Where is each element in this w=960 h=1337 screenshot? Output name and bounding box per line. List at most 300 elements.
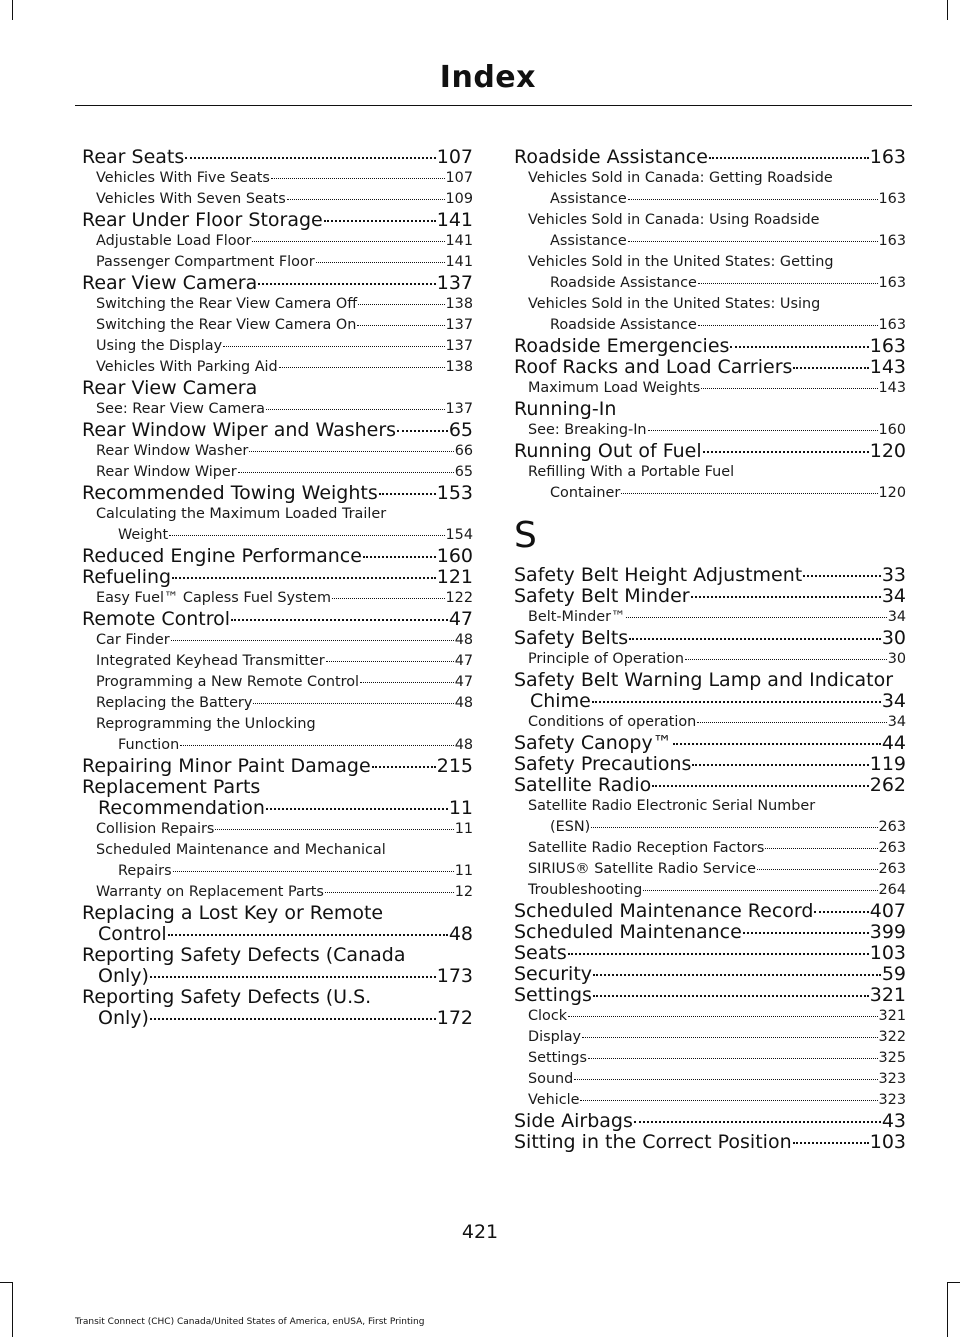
index-entry (514, 147, 906, 168)
dot-leader (701, 388, 877, 389)
page-reference: 47 (454, 674, 473, 690)
dot-leader (626, 617, 886, 618)
dot-leader (325, 892, 454, 893)
subentry-title: Function (118, 737, 180, 753)
entry-title: Only) (98, 1007, 149, 1029)
entry-title-line: Replacement Parts (82, 776, 261, 798)
index-subentry (514, 168, 906, 210)
index-entry (82, 609, 473, 630)
index-entry (82, 273, 473, 294)
page-reference: 48 (454, 695, 473, 711)
index-entry (514, 691, 906, 712)
page-reference: 122 (445, 590, 473, 606)
dot-leader (279, 367, 445, 368)
dot-leader (593, 995, 869, 997)
index-subentry (82, 168, 473, 189)
entry-title: Refueling (82, 566, 172, 588)
dot-leader (238, 472, 454, 473)
page-reference: 11 (454, 863, 473, 879)
page-reference: 143 (878, 380, 906, 396)
index-entry (514, 733, 906, 754)
page-reference: 163 (869, 335, 906, 357)
page-reference: 65 (454, 464, 473, 480)
dot-leader (698, 283, 878, 284)
index-subentry (514, 838, 906, 859)
index-column-right (514, 147, 906, 1153)
page-reference: 407 (869, 900, 906, 922)
index-entry (82, 420, 473, 441)
index-subentry (82, 819, 473, 840)
dot-leader (223, 346, 444, 347)
subentry-title: Vehicles With Seven Seats (96, 191, 286, 207)
index-entry (514, 943, 906, 964)
dot-leader (258, 283, 436, 285)
index-subentry (514, 420, 906, 441)
crop-mark-top-left (12, 0, 13, 20)
index-subentry (514, 483, 906, 504)
dot-leader (730, 346, 868, 348)
index-subentry (514, 378, 906, 399)
index-entry (82, 756, 473, 777)
subentry-title: Programming a New Remote Control (96, 674, 360, 690)
entry-title: Running Out of Fuel (514, 440, 702, 462)
page-reference: 141 (445, 254, 473, 270)
dot-leader (698, 325, 878, 326)
entry-title-line: Safety Belt Warning Lamp and Indicator (514, 669, 894, 691)
entry-title: Rear Seats (82, 146, 185, 168)
dot-leader (692, 764, 868, 766)
crop-mark-top-right (947, 0, 948, 20)
page-reference: 121 (436, 566, 473, 588)
subentry-title: Troubleshooting (528, 882, 643, 898)
crop-mark-bottom-left-h (0, 1282, 12, 1283)
index-entry (514, 775, 906, 796)
index-entry (514, 670, 906, 712)
index-entry (82, 546, 473, 567)
entry-title-line: Replacing a Lost Key or Remote (82, 902, 384, 924)
page-reference: 48 (454, 737, 473, 753)
page-reference: 321 (869, 984, 906, 1006)
index-subentry (514, 1090, 906, 1111)
index-entry (514, 336, 906, 357)
crop-mark-bottom-right (947, 1282, 948, 1337)
dot-leader (580, 1100, 877, 1101)
page-reference: 65 (448, 419, 473, 441)
subentry-title: Passenger Compartment Floor (96, 254, 315, 270)
subentry-title-line: Vehicles Sold in Canada: Using Roadside (528, 212, 820, 228)
index-entry (82, 903, 473, 945)
index-subentry (514, 462, 906, 504)
index-subentry (82, 861, 473, 882)
subentry-title: Clock (528, 1008, 568, 1024)
crop-mark-bottom-right-h (947, 1282, 960, 1283)
index-entry (82, 987, 473, 1029)
page-reference: 34 (881, 585, 906, 607)
index-column-left (82, 147, 473, 1029)
page-reference: 172 (436, 1007, 473, 1029)
page-reference: 263 (878, 840, 906, 856)
index-subentry (82, 735, 473, 756)
subentry-title: Collision Repairs (96, 821, 215, 837)
page-reference: 137 (445, 401, 473, 417)
subentry-title: Settings (528, 1050, 588, 1066)
header-divider (75, 105, 912, 106)
subentry-title: Using the Display (96, 338, 223, 354)
page-reference: 120 (878, 485, 906, 501)
dot-leader (709, 157, 869, 159)
entry-title: Repairing Minor Paint Damage (82, 755, 371, 777)
page-reference: 34 (881, 690, 906, 712)
section-letter: S (514, 515, 537, 556)
subentry-title: Maximum Load Weights (528, 380, 701, 396)
dot-leader (171, 640, 454, 641)
index-subentry (514, 1069, 906, 1090)
subentry-title: Switching the Rear View Camera On (96, 317, 357, 333)
index-subentry (514, 210, 906, 252)
entry-title: Rear View Camera (82, 377, 258, 399)
entry-title: Only) (98, 965, 149, 987)
page-reference: 160 (436, 545, 473, 567)
index-entry (82, 924, 473, 945)
subentry-title-line: Scheduled Maintenance and Mechanical (96, 842, 386, 858)
entry-title: Rear Window Wiper and Washers (82, 419, 397, 441)
page-reference: 323 (878, 1071, 906, 1087)
index-subentry (82, 357, 473, 378)
page-reference: 138 (445, 359, 473, 375)
entry-title: Remote Control (82, 608, 231, 630)
dot-leader (582, 1037, 877, 1038)
subentry-title: Easy Fuel™ Capless Fuel System (96, 590, 332, 606)
index-entry (82, 777, 473, 819)
subentry-title: Adjustable Load Floor (96, 233, 252, 249)
page-reference: 138 (445, 296, 473, 312)
dot-leader (266, 808, 448, 810)
index-entry (82, 147, 473, 168)
page-reference: 44 (881, 732, 906, 754)
index-subentry (514, 294, 906, 336)
entry-title: Rear View Camera (82, 272, 258, 294)
page-reference: 141 (445, 233, 473, 249)
index-subentry (514, 189, 906, 210)
dot-leader (592, 701, 881, 703)
dot-leader (231, 619, 448, 621)
entry-title: Roadside Assistance (514, 146, 708, 168)
dot-leader (628, 199, 878, 200)
index-subentry (82, 693, 473, 714)
index-entry (82, 483, 473, 504)
page-reference: 137 (445, 317, 473, 333)
page-reference: 30 (887, 651, 906, 667)
index-subentry (82, 315, 473, 336)
index-entry (514, 399, 906, 420)
index-entry (82, 798, 473, 819)
page-reference: 163 (878, 233, 906, 249)
dot-leader (568, 1016, 877, 1017)
dot-leader (266, 409, 445, 410)
page-reference: 323 (878, 1092, 906, 1108)
entry-title-line: Reporting Safety Defects (Canada (82, 944, 406, 966)
index-subentry (514, 252, 906, 294)
entry-title: Recommendation (98, 797, 265, 819)
index-subentry (514, 712, 906, 733)
dot-leader (150, 976, 436, 978)
page-reference: 59 (881, 963, 906, 985)
entry-title: Safety Belts (514, 627, 629, 649)
entry-title: Running-In (514, 398, 617, 420)
subentry-title: Belt-Minder™ (528, 609, 626, 625)
dot-leader (324, 220, 436, 222)
subentry-title-line: Vehicles Sold in the United States: Getting (528, 254, 834, 270)
entry-title-line: Reporting Safety Defects (U.S. (82, 986, 372, 1008)
dot-leader (172, 577, 436, 579)
page-reference: 325 (878, 1050, 906, 1066)
index-entry (514, 964, 906, 985)
subentry-title: Weight (118, 527, 169, 543)
dot-leader (326, 661, 454, 662)
subentry-title-line: Calculating the Maximum Loaded Trailer (96, 506, 387, 522)
page-reference: 143 (869, 356, 906, 378)
page-reference: 109 (445, 191, 473, 207)
crop-mark-bottom-left (12, 1282, 13, 1337)
entry-title: Roof Racks and Load Carriers (514, 356, 793, 378)
dot-leader (287, 199, 445, 200)
page-reference: 103 (869, 942, 906, 964)
entry-title: Satellite Radio (514, 774, 652, 796)
dot-leader (743, 932, 869, 934)
dot-leader (691, 596, 881, 598)
dot-leader (332, 598, 444, 599)
dot-leader (643, 890, 877, 891)
dot-leader (591, 827, 877, 828)
dot-leader (652, 785, 868, 787)
dot-leader (629, 638, 881, 640)
entry-title: Security (514, 963, 593, 985)
entry-title: Seats (514, 942, 567, 964)
dot-leader (249, 451, 453, 452)
index-subentry (514, 817, 906, 838)
dot-leader (803, 575, 881, 577)
index-entry (82, 1008, 473, 1029)
entry-title: Side Airbags (514, 1110, 633, 1132)
entry-title: Sitting in the Correct Position (514, 1131, 792, 1153)
index-subentry (82, 630, 473, 651)
dot-leader (397, 430, 448, 432)
entry-title: Chime (530, 690, 591, 712)
page-reference: 33 (881, 564, 906, 586)
index-subentry (514, 859, 906, 880)
subentry-title: Rear Window Wiper (96, 464, 237, 480)
entry-title: Safety Belt Minder (514, 585, 690, 607)
dot-leader (169, 535, 444, 536)
entry-title: Settings (514, 984, 592, 1006)
subentry-title: Replacing the Battery (96, 695, 253, 711)
page-reference: 163 (878, 275, 906, 291)
index-subentry (82, 189, 473, 210)
index-subentry (514, 231, 906, 252)
dot-leader (271, 178, 445, 179)
page-reference: 262 (869, 774, 906, 796)
page-reference: 399 (869, 921, 906, 943)
dot-leader (253, 703, 453, 704)
index-subentry (514, 1006, 906, 1027)
dot-leader (252, 241, 444, 242)
index-subentry (514, 607, 906, 628)
page-reference: 322 (878, 1029, 906, 1045)
page-reference: 263 (878, 819, 906, 835)
dot-leader (757, 869, 878, 870)
page-reference: 103 (869, 1131, 906, 1153)
page-reference: 173 (436, 965, 473, 987)
dot-leader (588, 1058, 878, 1059)
entry-title: Scheduled Maintenance (514, 921, 742, 943)
page-reference: 141 (436, 209, 473, 231)
dot-leader (703, 451, 869, 453)
index-subentry (82, 672, 473, 693)
entry-title: Safety Precautions (514, 753, 692, 775)
index-entry (82, 378, 473, 399)
subentry-title: Rear Window Washer (96, 443, 249, 459)
index-entry (82, 567, 473, 588)
page-reference: 321 (878, 1008, 906, 1024)
page-reference: 48 (454, 632, 473, 648)
subentry-title: Assistance (550, 191, 627, 207)
index-subentry (514, 649, 906, 670)
index-entry (514, 441, 906, 462)
page-reference: 12 (454, 884, 473, 900)
index-subentry (82, 294, 473, 315)
subentry-title-line: Vehicles Sold in Canada: Getting Roadside (528, 170, 833, 186)
subentry-title-line: Vehicles Sold in the United States: Using (528, 296, 821, 312)
page-reference: 154 (445, 527, 473, 543)
index-subentry (82, 462, 473, 483)
page-reference: 160 (878, 422, 906, 438)
dot-leader (628, 241, 878, 242)
dot-leader (180, 745, 453, 746)
dot-leader (168, 934, 448, 936)
dot-leader (185, 157, 435, 159)
index-entry (514, 901, 906, 922)
page-reference: 264 (878, 882, 906, 898)
subentry-title: Sound (528, 1071, 574, 1087)
subentry-title: Conditions of operation (528, 714, 697, 730)
page-title: Index (439, 60, 536, 95)
index-entry (514, 357, 906, 378)
entry-title: Safety Canopy™ (514, 732, 672, 754)
index-subentry (82, 651, 473, 672)
subentry-title: Warranty on Replacement Parts (96, 884, 324, 900)
index-entry (514, 565, 906, 586)
subentry-title: Vehicles With Parking Aid (96, 359, 278, 375)
index-subentry (82, 525, 473, 546)
dot-leader (379, 493, 436, 495)
subentry-title: Assistance (550, 233, 627, 249)
index-subentry (82, 882, 473, 903)
subentry-title-line: Reprogramming the Unlocking (96, 716, 316, 732)
index-subentry (82, 336, 473, 357)
subentry-title: Vehicle (528, 1092, 580, 1108)
dot-leader (568, 953, 869, 955)
subentry-title: See: Rear View Camera (96, 401, 265, 417)
dot-leader (363, 556, 436, 558)
page-reference: 11 (448, 797, 473, 819)
page-reference: 47 (448, 608, 473, 630)
page-reference: 137 (445, 338, 473, 354)
subentry-title: Roadside Assistance (550, 275, 697, 291)
index-subentry (514, 315, 906, 336)
index-subentry (82, 504, 473, 546)
page-reference: 163 (869, 146, 906, 168)
index-subentry (514, 1048, 906, 1069)
page-reference: 120 (869, 440, 906, 462)
entry-title: Recommended Towing Weights (82, 482, 378, 504)
dot-leader (593, 974, 881, 976)
page-reference: 263 (878, 861, 906, 877)
page-reference: 34 (887, 714, 906, 730)
page-reference: 107 (445, 170, 473, 186)
entry-title: Control (98, 923, 167, 945)
dot-leader (765, 848, 877, 849)
index-entry (514, 1111, 906, 1132)
subentry-title: Integrated Keyhead Transmitter (96, 653, 325, 669)
index-subentry (82, 252, 473, 273)
subentry-title: (ESN) (550, 819, 591, 835)
dot-leader (793, 1142, 869, 1144)
index-subentry (514, 1027, 906, 1048)
page-reference: 30 (881, 627, 906, 649)
subentry-title: Container (550, 485, 621, 501)
index-entry (514, 754, 906, 775)
dot-leader (621, 493, 877, 494)
page-reference: 153 (436, 482, 473, 504)
dot-leader (685, 659, 887, 660)
dot-leader (316, 262, 445, 263)
entry-title: Roadside Emergencies (514, 335, 730, 357)
subentry-title: Display (528, 1029, 582, 1045)
subentry-title: Vehicles With Five Seats (96, 170, 270, 186)
page-reference: 43 (881, 1110, 906, 1132)
page-reference: 119 (869, 753, 906, 775)
page-reference: 11 (454, 821, 473, 837)
entry-title: Scheduled Maintenance Record (514, 900, 814, 922)
page-reference: 47 (454, 653, 473, 669)
dot-leader (372, 766, 436, 768)
index-entry (514, 586, 906, 607)
index-entry (514, 628, 906, 649)
page-reference: 107 (436, 146, 473, 168)
index-entry (82, 966, 473, 987)
page-number: 421 (461, 1221, 499, 1243)
page-reference: 163 (878, 317, 906, 333)
dot-leader (634, 1121, 881, 1123)
index-subentry (82, 840, 473, 882)
subentry-title: Principle of Operation (528, 651, 684, 667)
subentry-title: Repairs (118, 863, 172, 879)
page-reference: 137 (436, 272, 473, 294)
index-subentry (514, 273, 906, 294)
index-entry (82, 945, 473, 987)
subentry-title: Satellite Radio Reception Factors (528, 840, 765, 856)
index-entry (514, 1132, 906, 1153)
subentry-title-line: Satellite Radio Electronic Serial Number (528, 798, 816, 814)
index-subentry (82, 399, 473, 420)
index-entry (514, 985, 906, 1006)
dot-leader (357, 325, 444, 326)
subentry-title-line: Refilling With a Portable Fuel (528, 464, 735, 480)
subentry-title: Car Finder (96, 632, 170, 648)
dot-leader (173, 871, 454, 872)
dot-leader (793, 367, 868, 369)
index-subentry (82, 231, 473, 252)
